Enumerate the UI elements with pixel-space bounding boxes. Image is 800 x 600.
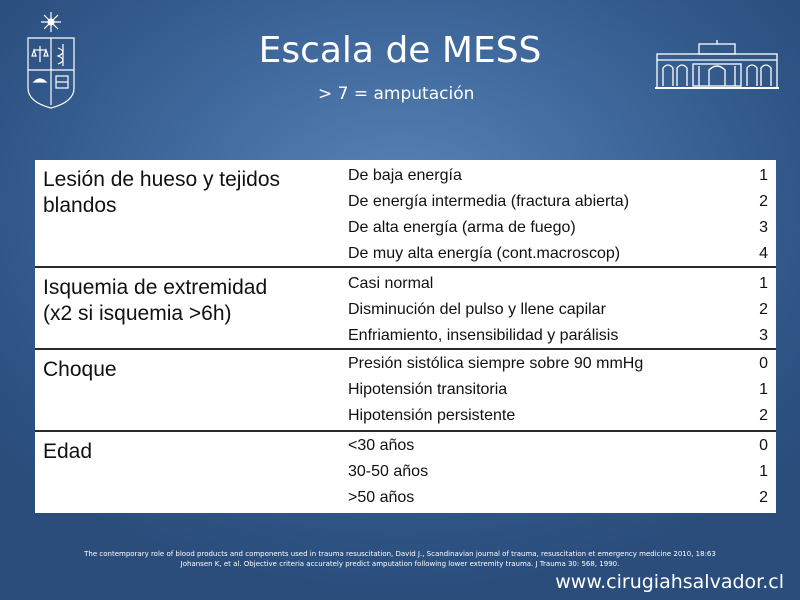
row-description: De alta energía (arma de fuego) <box>348 219 576 236</box>
category-label: Lesión de hueso y tejidos blandos <box>43 168 280 217</box>
row-score: 1 <box>759 381 768 398</box>
row-description: Presión sistólica siempre sobre 90 mmHg <box>348 355 644 372</box>
page-subtitle: > 7 = amputación <box>318 84 475 104</box>
row-score: 0 <box>759 437 768 454</box>
table-row <box>348 271 768 297</box>
table-row <box>348 215 768 241</box>
row-score: 1 <box>759 167 768 184</box>
row-score: 2 <box>759 301 768 318</box>
row-description: De baja energía <box>348 167 462 184</box>
row-description: 30-50 años <box>348 463 429 480</box>
row-score: 2 <box>759 193 768 210</box>
row-score: 3 <box>759 219 768 236</box>
reference-2: Johansen K, et al. Objective criteria accurately predict amputation following lower extremity trauma. J Trauma 30: 568, 1990. <box>180 560 620 568</box>
row-description: >50 años <box>348 489 415 506</box>
category-label: Edad <box>43 440 93 463</box>
reference-1: The contemporary role of blood products and components used in trauma resuscitation, David J., Scandinavian journal of trauma, resuscitation et emergency medicine 2010, 18:63 <box>84 550 716 558</box>
table-row <box>348 433 768 459</box>
row-description: Hipotensión transitoria <box>348 381 508 398</box>
row-description: De muy alta energía (cont.macroscop) <box>348 245 621 262</box>
mess-score-table <box>35 160 776 513</box>
category-label: Choque <box>43 358 117 381</box>
row-score: 3 <box>759 327 768 344</box>
section-divider <box>35 266 776 268</box>
website-url: www.cirugiahsalvador.cl <box>555 571 784 593</box>
row-description: Hipotensión persistente <box>348 407 516 424</box>
row-description: De energía intermedia (fractura abierta) <box>348 193 630 210</box>
row-score: 2 <box>759 489 768 506</box>
row-score: 1 <box>759 275 768 292</box>
table-row <box>348 323 768 349</box>
table-row <box>348 403 768 429</box>
table-row <box>348 377 768 403</box>
row-description: Enfriamiento, insensibilidad y parálisis <box>348 327 619 344</box>
page-title: Escala de MESS <box>258 30 542 71</box>
category-label: Isquemia de extremidad (x2 si isquemia >6h) <box>43 276 268 325</box>
table-row <box>348 459 768 485</box>
table-row <box>348 189 768 215</box>
table-row <box>348 485 768 511</box>
references <box>0 549 800 569</box>
row-score: 1 <box>759 463 768 480</box>
table-row <box>348 351 768 377</box>
row-description: Casi normal <box>348 275 434 292</box>
row-description: <30 años <box>348 437 415 454</box>
table-row <box>348 297 768 323</box>
section-divider <box>35 430 776 432</box>
table-row <box>348 241 768 267</box>
section-divider <box>35 348 776 350</box>
table-row <box>348 163 768 189</box>
row-description: Disminución del pulso y llene capilar <box>348 301 606 318</box>
row-score: 0 <box>759 355 768 372</box>
row-score: 4 <box>759 245 768 262</box>
row-score: 2 <box>759 407 768 424</box>
